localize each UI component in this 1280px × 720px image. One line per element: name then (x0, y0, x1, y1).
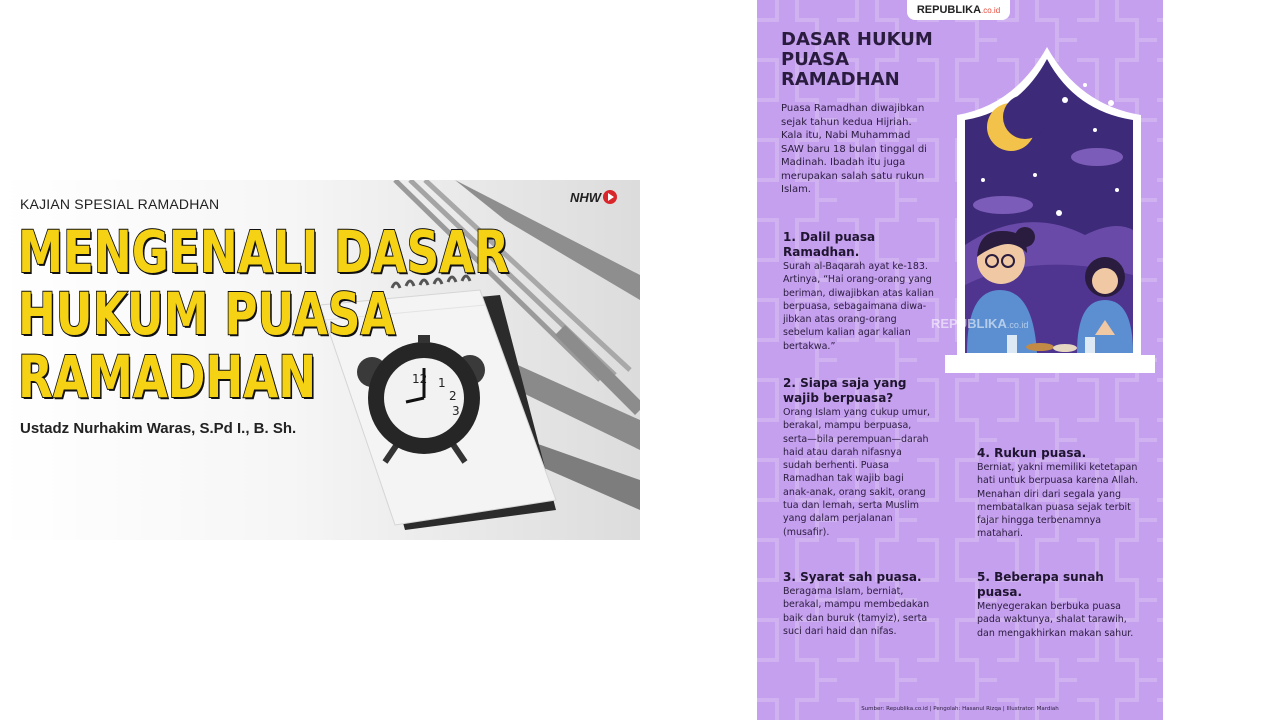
logo-suffix: .co.id (981, 6, 1001, 15)
section-title: 2. Siapa saja yang wajib berpuasa? (783, 376, 907, 405)
section-body: Beragama Islam, berniat, berakal, mampu membedakan baik dan buruk (tamyiz), serta suci dari haid dan nifas. (783, 586, 930, 637)
infographic[interactable] (757, 0, 1163, 720)
section-body: Berniat, yakni memiliki ketetapan hati untuk berpuasa karena Allah. Menahan diri dari segala yang membatalkan puasa sejak terbit fajar hingga terbenamnya matahari. (977, 462, 1139, 540)
section-title: 1. Dalil puasa Ramadhan. (783, 230, 876, 259)
title-line: RAMADHAN (18, 343, 317, 411)
section-body: Menyegerakan berbuka puasa pada waktunya, shalat tarawih, dan mengakhirkan makan sahur. (977, 601, 1134, 639)
section-dalil (783, 230, 938, 353)
section-body: Orang Islam yang cukup umur, berakal, mampu berpuasa, serta—bila perempuan—darah haid atau darah nifasnya sudah berhenti. Puasa Ramadhan tak wajib bagi anak-anak, orang sakit, orang tua dan lemah, serta Muslim yang dalam perjalanan (musafir). (783, 407, 931, 538)
section-sunah (977, 570, 1142, 640)
clock-number: 3 (452, 404, 460, 418)
watermark-name: REPUBLIKA (931, 316, 1007, 331)
infographic-title: DASAR HUKUM PUASA RAMADHAN (781, 29, 933, 90)
video-thumbnail[interactable] (0, 180, 640, 540)
section-body: Surah al-Baqarah ayat ke-183. Artinya, “Hai orang-orang yang beriman, diwajibkan atas kalian berpuasa, sebagaimana diwa-jibkan atas orang-orang sebelum kalian agar kalian bertakwa.” (783, 261, 934, 352)
watermark-suffix: .co.id (1006, 320, 1029, 330)
clock-number: 12 (412, 372, 428, 386)
publisher-logo (907, 0, 1010, 20)
title-line: MENGENALI DASAR (18, 218, 510, 286)
section-title: 5. Beberapa sunah puasa. (977, 570, 1104, 599)
publisher-watermark (931, 316, 1028, 331)
channel-brand (570, 190, 617, 205)
title-line: HUKUM PUASA (18, 280, 396, 348)
clock-number: 1 (438, 376, 446, 390)
cloud-icon (973, 196, 1033, 214)
cloud-icon (1071, 148, 1123, 166)
section-wajib (783, 376, 933, 539)
speaker-name: Ustadz Nurhakim Waras, S.Pd I., B. Sh. (20, 420, 297, 437)
logo-name: REPUBLIKA (916, 4, 982, 16)
clock-number: 2 (449, 389, 457, 403)
section-rukun (977, 446, 1142, 541)
section-title: 3. Syarat sah puasa. (783, 570, 922, 584)
credits-footer: Sumber: Republika.co.id | Pengolah: Hasanul Rizqa | Illustrator: Mardiah (861, 706, 1059, 712)
brand-name: NHW (570, 190, 602, 205)
section-syarat (783, 570, 933, 638)
intro-text: Puasa Ramadhan diwajibkan sejak tahun kedua Hijriah. Kala itu, Nabi Muhammad SAW baru 18 bulan tinggal di Madinah. Ibadah itu juga merupakan salah satu rukun Islam. (781, 103, 927, 195)
section-title: 4. Rukun puasa. (977, 446, 1087, 460)
play-icon (603, 190, 617, 204)
kicker-label: KAJIAN SPESIAL RAMADHAN (20, 196, 220, 212)
window-sill (945, 355, 1155, 373)
